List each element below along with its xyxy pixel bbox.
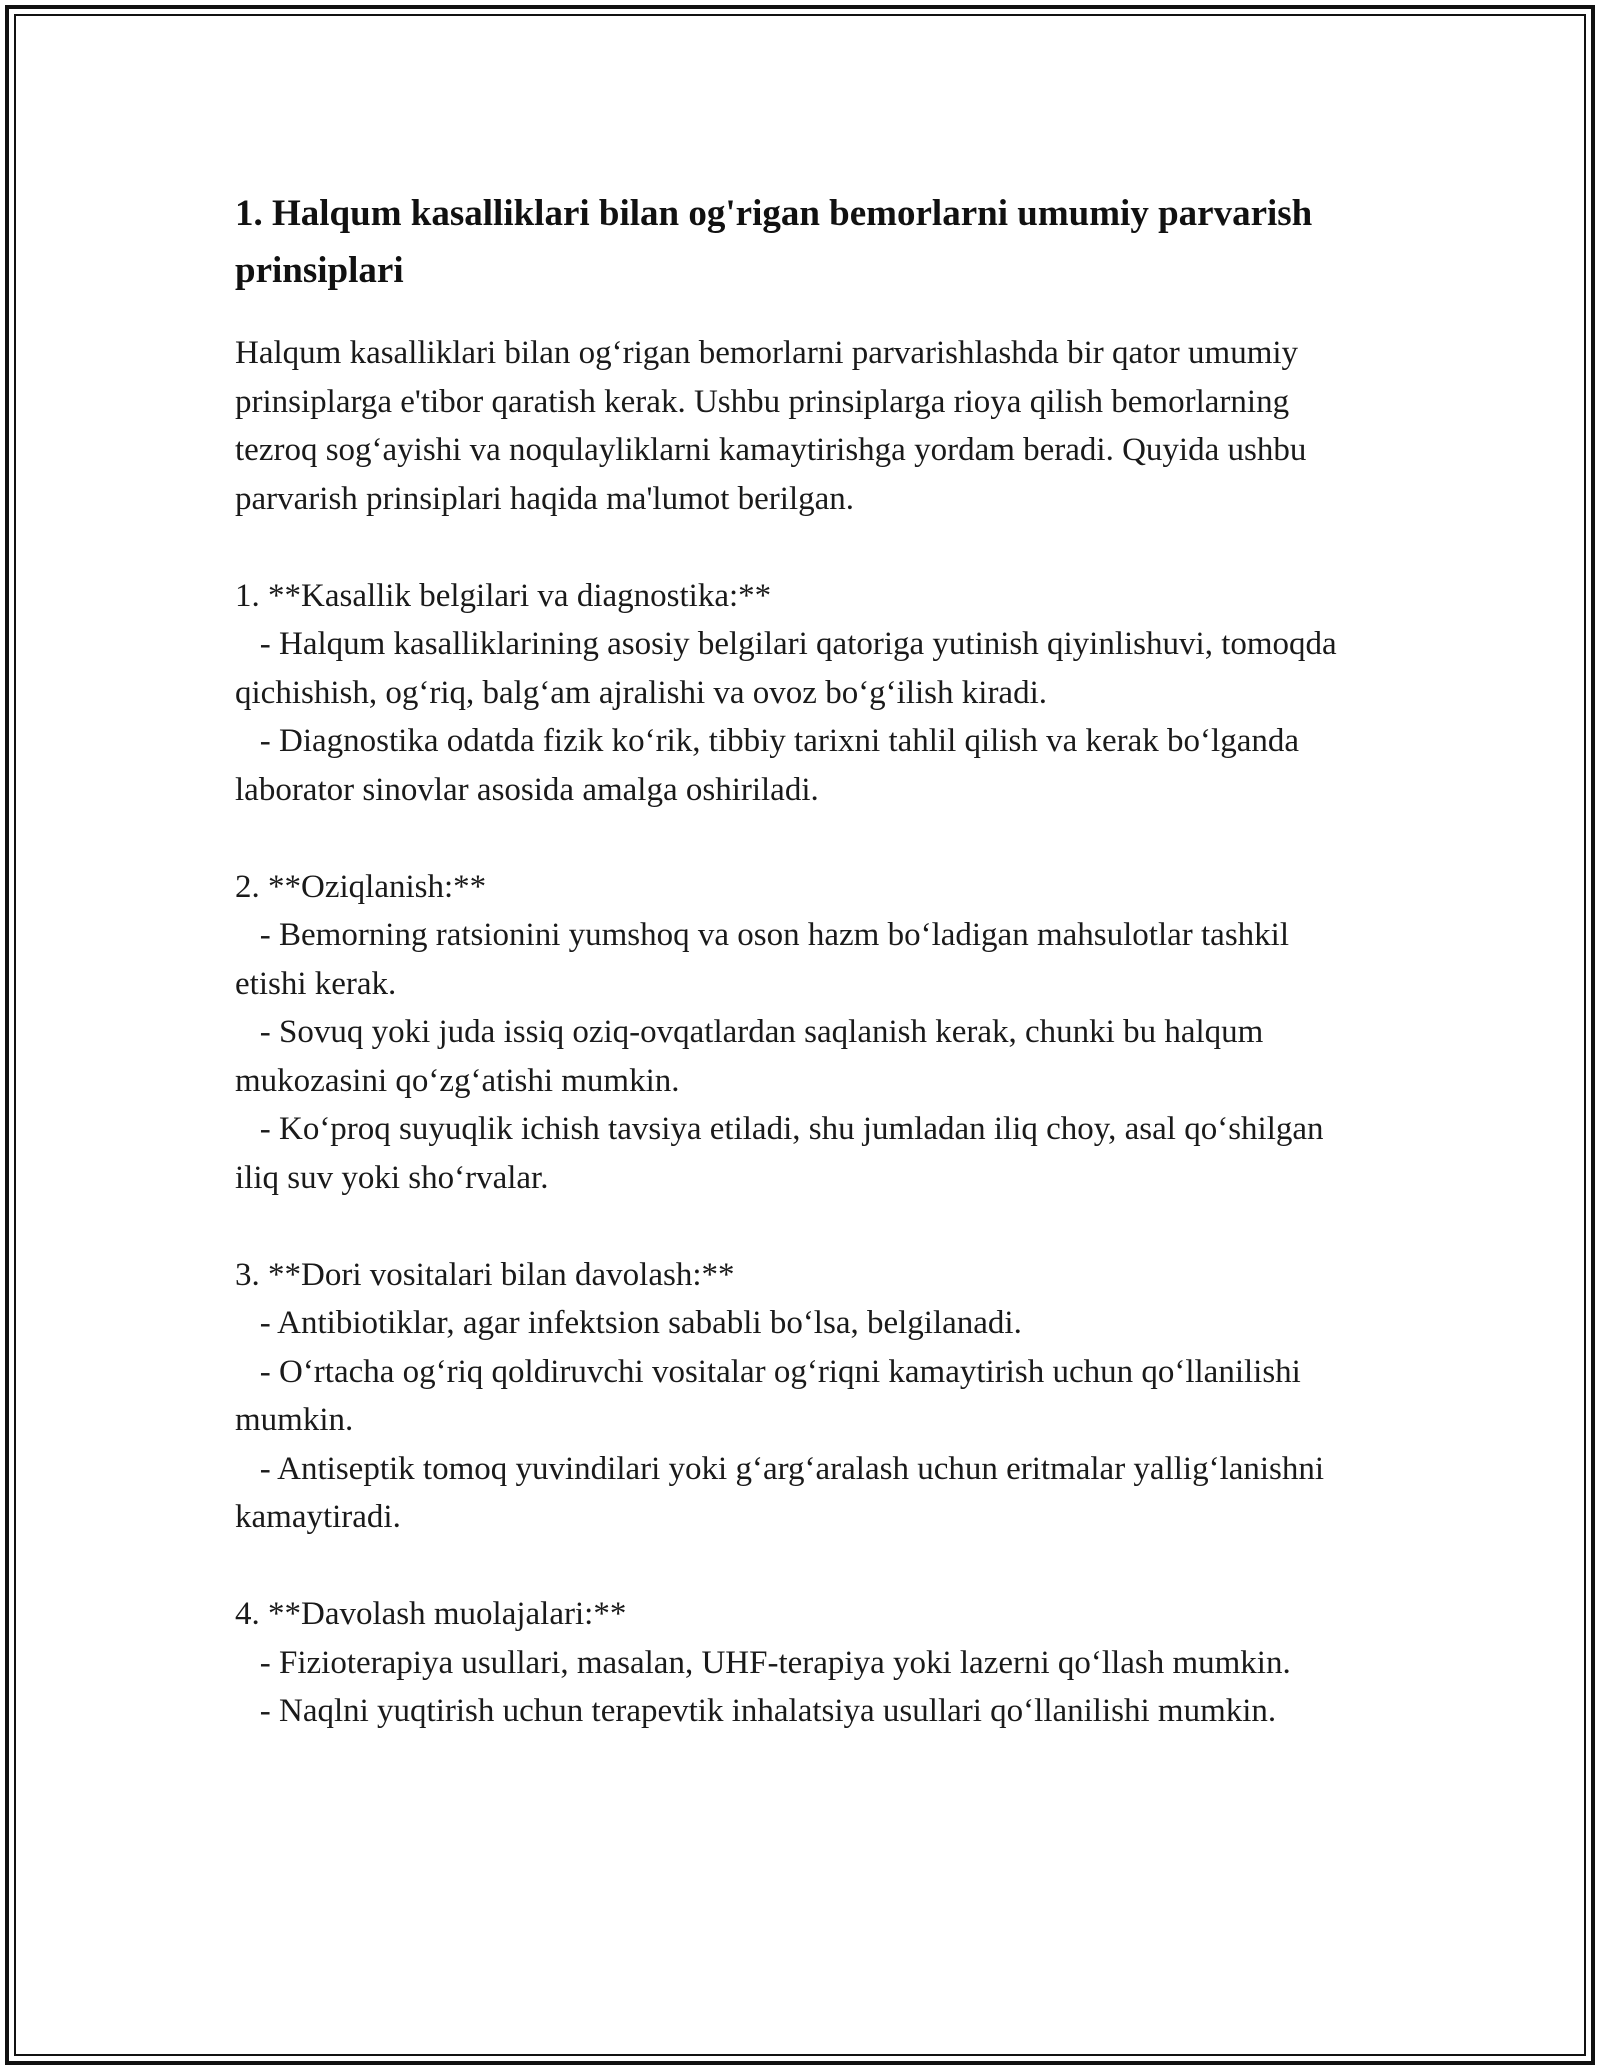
section-heading: 1. **Kasallik belgilari va diagnostika:** — [235, 577, 772, 614]
document-body — [235, 185, 1365, 1736]
section-treatment-procedures — [235, 1590, 1365, 1736]
bullet-item: - Ko‘proq suyuqlik ichish tavsiya etiladi, shu jumladan iliq choy, asal qo‘shilgan iliq suv yoki sho‘rvalar. — [235, 1111, 1332, 1196]
section-heading: 2. **Oziqlanish:** — [235, 868, 487, 905]
bullet-item: - Fizioterapiya usullari, masalan, UHF-terapiya yoki lazerni qo‘llash mumkin. — [235, 1644, 1291, 1681]
bullet-item: - Sovuq yoki juda issiq oziq-ovqatlardan saqlanish kerak, chunki bu halqum mukozasini qo‘zg‘atishi mumkin. — [235, 1014, 1272, 1099]
bullet-item: - Bemorning ratsionini yumshoq va oson hazm bo‘ladigan mahsulotlar tashkil etishi kerak. — [235, 917, 1298, 1002]
section-medication — [235, 1251, 1365, 1542]
bullet-item: - Naqlni yuqtirish uchun terapevtik inhalatsiya usullari qo‘llanilishi mumkin. — [235, 1693, 1277, 1729]
document-title: 1. Halqum kasalliklari bilan og'rigan bemorlarni umumiy parvarish prinsiplari — [235, 193, 1322, 291]
bullet-item: - Diagnostika odatda fizik ko‘rik, tibbiy tarixni tahlil qilish va kerak bo‘lganda laborator sinovlar asosida amalga oshiriladi. — [235, 723, 1308, 808]
bullet-item: - Antibiotiklar, agar infektsion sababli bo‘lsa, belgilanadi. — [235, 1305, 1022, 1341]
bullet-item: - O‘rtacha og‘riq qoldiruvchi vositalar og‘riqni kamaytirish uchun qo‘llanilishi mumkin. — [235, 1353, 1310, 1438]
section-symptoms-diagnostics — [235, 572, 1365, 815]
bullet-item: - Antiseptik tomoq yuvindilari yoki g‘arg‘aralash uchun eritmalar yallig‘lanishni kamaytiradi. — [235, 1450, 1333, 1535]
section-nutrition — [235, 863, 1365, 1203]
intro-paragraph: Halqum kasalliklari bilan og‘rigan bemorlarni parvarishlashda bir qator umumiy prinsiplarga e'tibor qaratish kerak. Ushbu prinsiplarga rioya qilish bemorlarning tezroq sog‘ayishi va noqulayliklarni kamaytirishga yordam beradi. Quyida ushbu parvarish prinsiplari haqida ma'lumot berilgan. — [235, 335, 1315, 517]
section-heading: 3. **Dori vositalari bilan davolash:** — [235, 1256, 735, 1293]
section-heading: 4. **Davolash muolajalari:** — [235, 1596, 627, 1632]
bullet-item: - Halqum kasalliklarining asosiy belgilari qatoriga yutinish qiyinlishuvi, tomoqda qichishish, og‘riq, balg‘am ajralishi va ovoz bo‘g‘ilish kiradi. — [235, 626, 1345, 711]
